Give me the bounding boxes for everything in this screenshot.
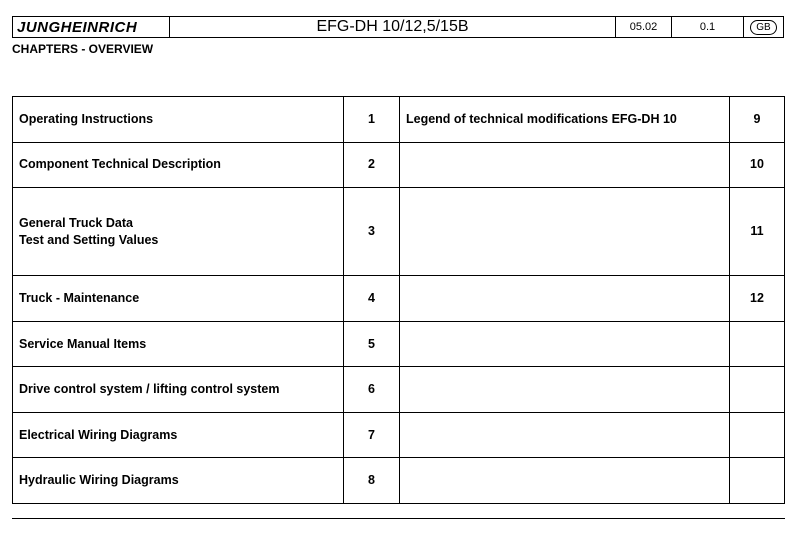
chapter-name [400,276,730,322]
chapter-number: 1 [344,97,400,143]
language-badge: GB [750,20,776,35]
table-row [13,97,785,143]
version-number: 0.1 [672,17,744,37]
issue-date: 05.02 [616,17,672,37]
brand-logo-cell [13,17,170,37]
document-header [12,16,784,38]
table-row [13,412,785,458]
table-row [13,367,785,413]
chapter-name [400,321,730,367]
table-row [13,458,785,504]
language-cell [744,17,783,37]
chapter-number: 10 [730,142,785,188]
chapter-number [730,458,785,504]
chapter-number: 7 [344,412,400,458]
chapter-name[interactable]: Hydraulic Wiring Diagrams [13,458,344,504]
chapter-name[interactable]: Electrical Wiring Diagrams [13,412,344,458]
table-row [13,188,785,276]
chapter-name[interactable]: Service Manual Items [13,321,344,367]
chapter-number: 9 [730,97,785,143]
chapters-table [12,96,785,504]
chapter-number: 3 [344,188,400,276]
chapter-name[interactable]: Legend of technical modifications EFG-DH 10 [400,97,730,143]
chapter-number: 4 [344,276,400,322]
chapter-number: 2 [344,142,400,188]
chapter-number: 5 [344,321,400,367]
chapter-name[interactable]: Component Technical Description [13,142,344,188]
chapter-name [400,188,730,276]
chapter-number [730,321,785,367]
chapter-name [400,142,730,188]
chapter-number [730,367,785,413]
table-row [13,321,785,367]
chapter-number: 6 [344,367,400,413]
page-title: CHAPTERS - OVERVIEW [12,42,154,56]
chapter-name [400,367,730,413]
chapter-number [730,412,785,458]
chapter-name[interactable]: Operating Instructions [13,97,344,143]
chapter-name[interactable]: General Truck Data Test and Setting Values [13,188,344,276]
table-row [13,142,785,188]
chapter-name[interactable]: Drive control system / lifting control system [13,367,344,413]
footer-divider [12,518,785,519]
model-title: EFG-DH 10/12,5/15B [170,17,616,37]
chapter-number: 8 [344,458,400,504]
chapter-name [400,412,730,458]
brand-logo: JUNGHEINRICH [17,18,138,36]
chapter-name[interactable]: Truck - Maintenance [13,276,344,322]
chapter-number: 12 [730,276,785,322]
chapter-number: 11 [730,188,785,276]
chapter-name [400,458,730,504]
table-row [13,276,785,322]
